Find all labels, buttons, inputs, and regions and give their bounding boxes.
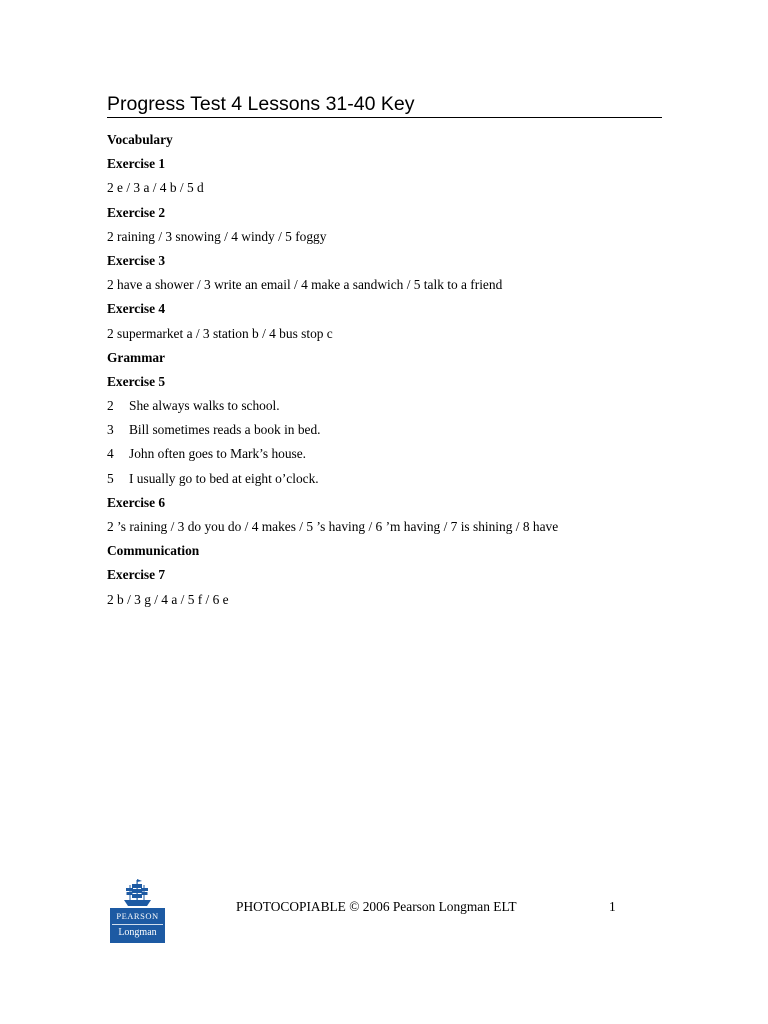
logo-top-text: PEARSON (116, 911, 159, 921)
section-heading-grammar: Grammar (107, 349, 166, 365)
logo-divider (112, 924, 163, 925)
exercise-2-answer: 2 raining / 3 snowing / 4 windy / 5 foggy (107, 228, 327, 244)
exercise-5-item (107, 467, 707, 491)
section-heading-vocabulary: Vocabulary (107, 132, 173, 147)
exercise-2-heading: Exercise 2 (107, 204, 166, 220)
item-number: 2 (107, 398, 114, 414)
section-heading-communication: Communication (107, 543, 200, 559)
exercise-3-heading: Exercise 3 (107, 252, 166, 268)
exercise-5-item (107, 394, 707, 418)
answer-key-content (107, 128, 707, 612)
exercise-6-heading: Exercise 6 (107, 494, 166, 510)
exercise-1-answer: 2 e / 3 a / 4 b / 5 d (107, 180, 204, 196)
exercise-1-heading: Exercise 1 (107, 156, 166, 172)
exercise-3-answer: 2 have a shower / 3 write an email / 4 make a sandwich / 5 talk to a friend (107, 277, 503, 293)
page-title: Progress Test 4 Lessons 31-40 Key (107, 92, 662, 118)
logo-bottom-text: Longman (118, 927, 157, 938)
item-text: John often goes to Mark’s house. (129, 446, 307, 462)
exercise-5-item (107, 418, 707, 442)
page-number: 1 (609, 899, 616, 914)
exercise-4-answer: 2 supermarket a / 3 station b / 4 bus stop c (107, 325, 333, 341)
pearson-longman-logo (110, 878, 165, 943)
exercise-5-item (107, 442, 707, 466)
sailing-ship-icon (110, 878, 165, 908)
item-number: 3 (107, 422, 114, 438)
item-text: I usually go to bed at eight o’clock. (129, 470, 319, 486)
exercise-5-heading: Exercise 5 (107, 373, 166, 389)
exercise-6-answer: 2 ’s raining / 3 do you do / 4 makes / 5 ’s having / 6 ’m having / 7 is shining / 8 have (107, 519, 559, 534)
exercise-7-heading: Exercise 7 (107, 567, 166, 583)
item-number: 5 (107, 470, 114, 486)
exercise-7-answer: 2 b / 3 g / 4 a / 5 f / 6 e (107, 591, 229, 607)
logo-box (110, 908, 165, 943)
exercise-4-heading: Exercise 4 (107, 301, 166, 317)
item-number: 4 (107, 446, 114, 462)
item-text: Bill sometimes reads a book in bed. (129, 422, 321, 438)
item-text: She always walks to school. (129, 398, 280, 414)
footer-copyright: PHOTOCOPIABLE © 2006 Pearson Longman ELT (236, 899, 517, 914)
